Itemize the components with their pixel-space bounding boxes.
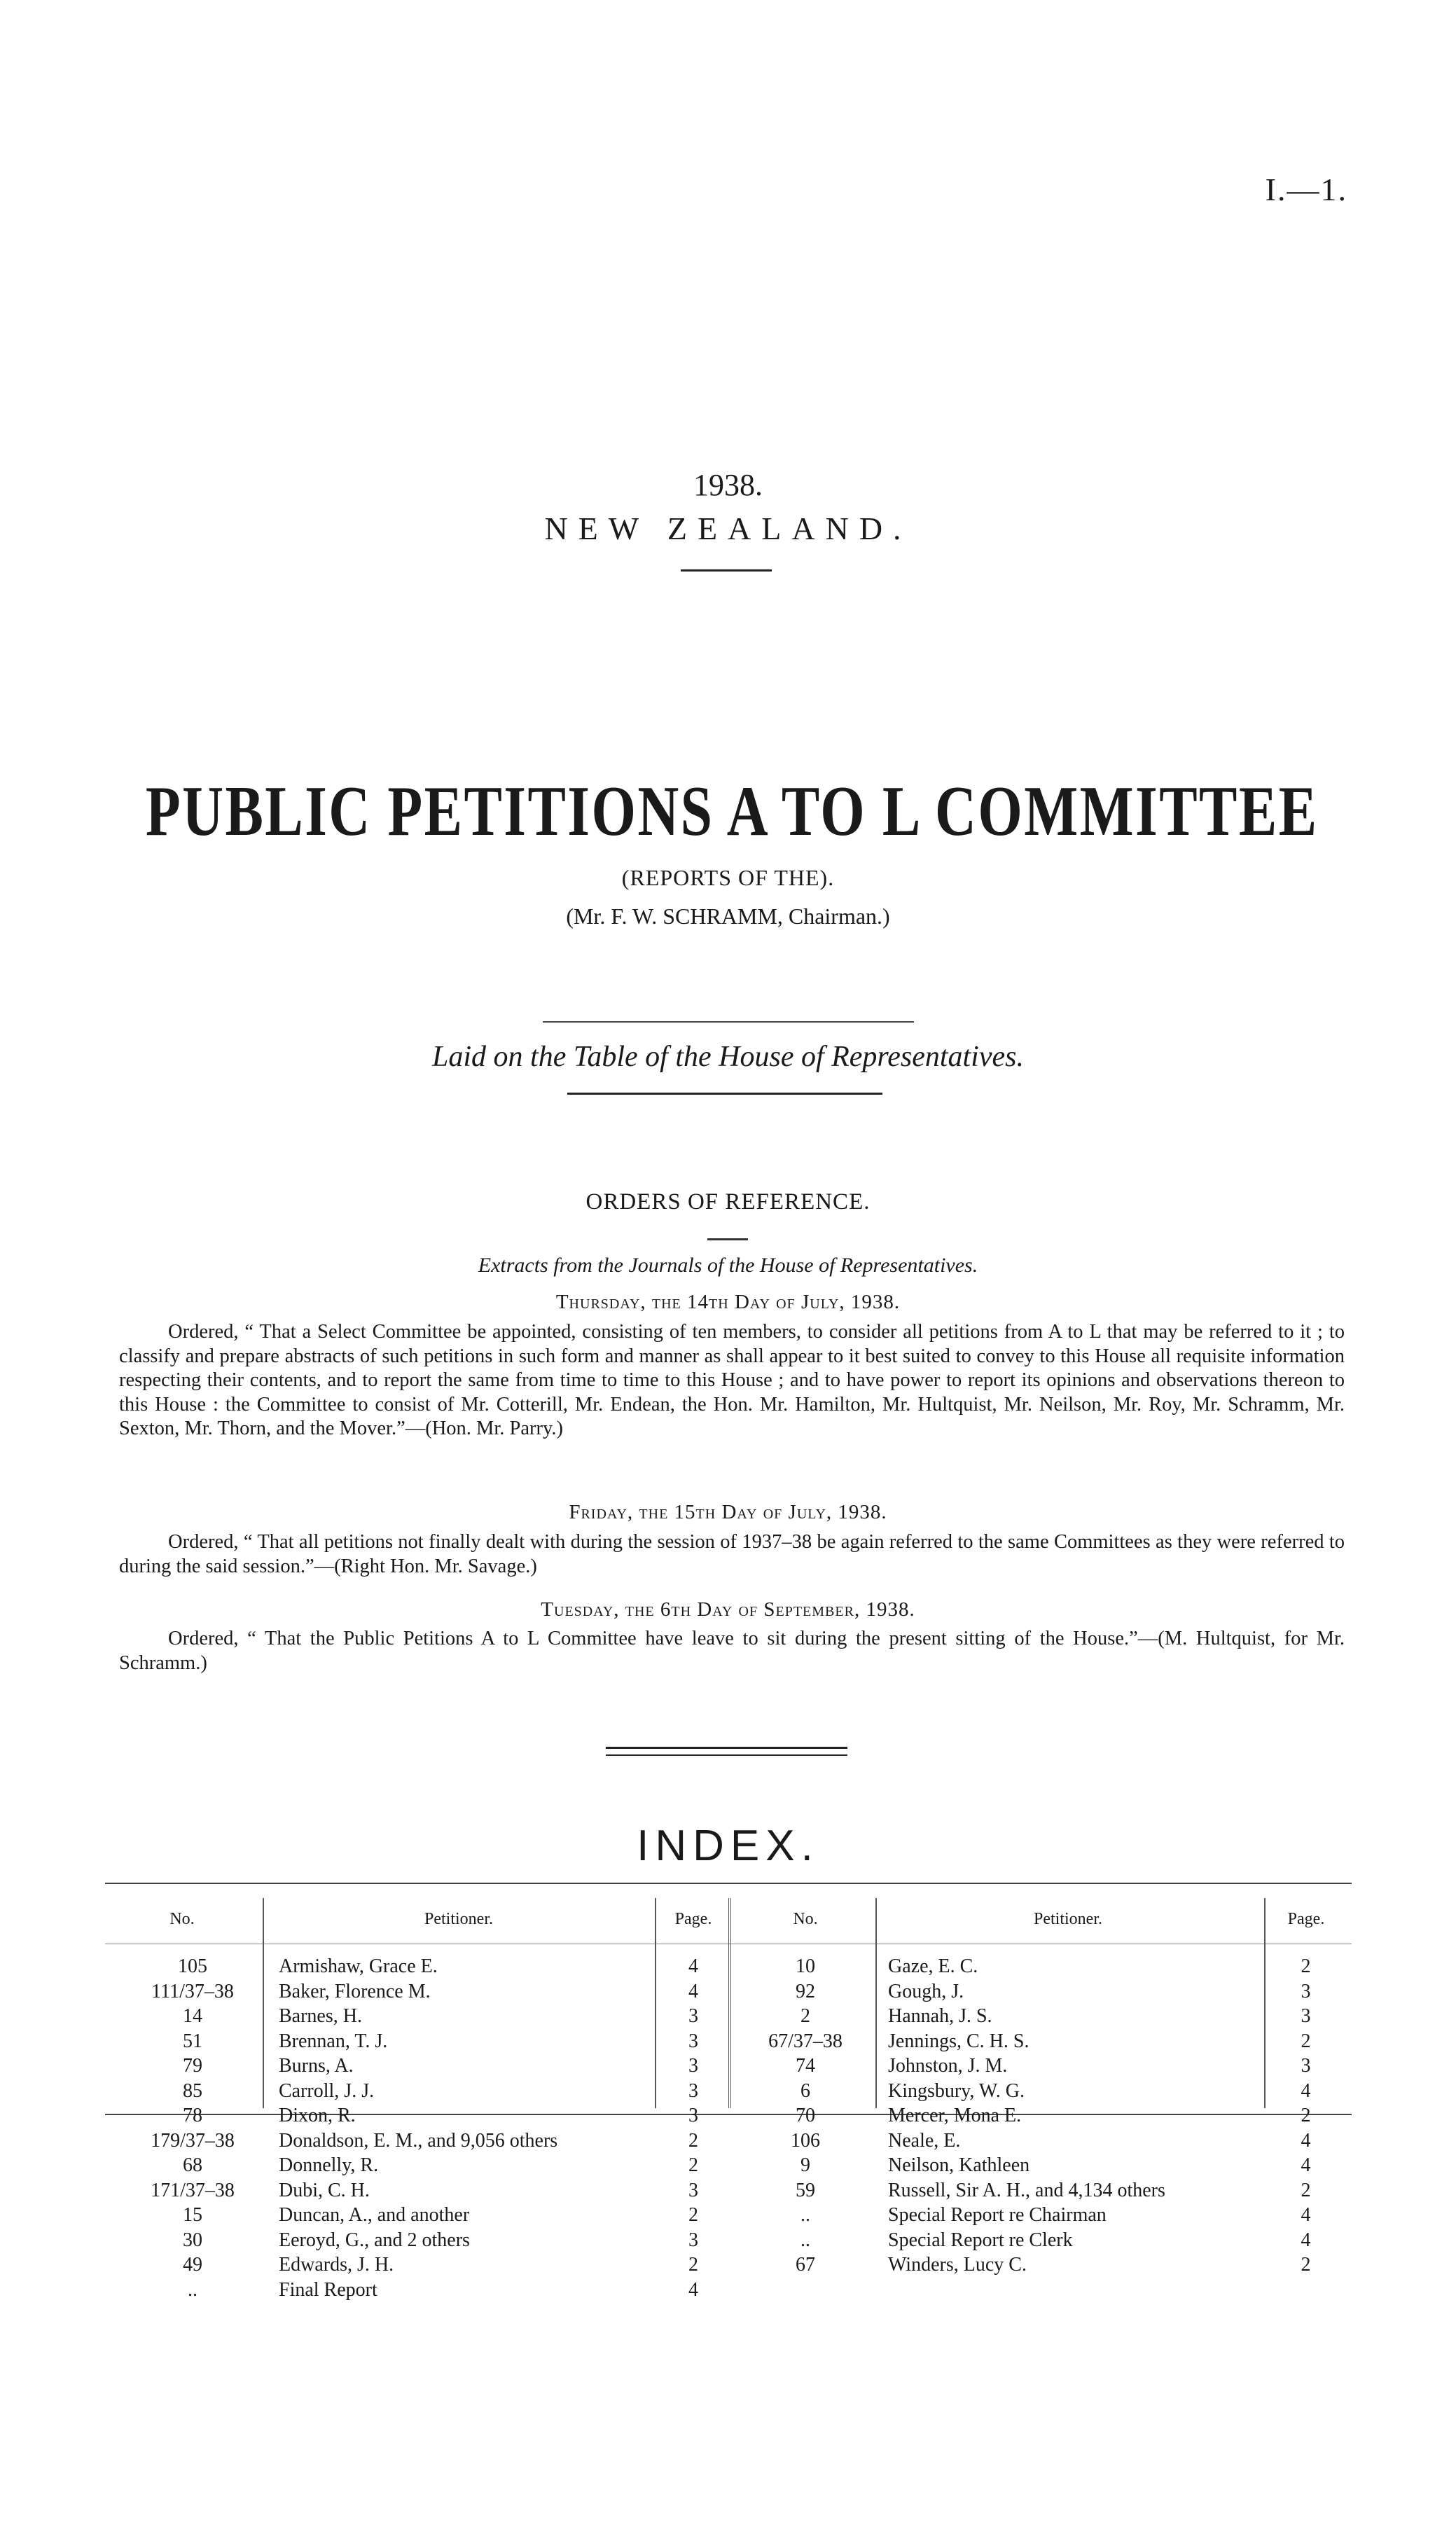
order-text: Ordered, “ That the Public Petitions A to L Committee have leave to sit during the present sitting of the House.”—(M. Hultquist, for Mr. Schramm.) (119, 1628, 1345, 1674)
petitioner-name: Neale, E. (888, 2129, 961, 2152)
column-rule (728, 1898, 731, 2108)
petitioner-name: Hannah, J. S. (888, 2005, 992, 2027)
divider (681, 569, 772, 572)
petition-number: 2 (800, 2005, 810, 2027)
petition-number: 14 (183, 2005, 202, 2027)
petitioner-name: Special Report re Chairman (888, 2204, 1107, 2226)
country-heading: NEW ZEALAND. (544, 511, 912, 546)
order-text: Ordered, “ That all petitions not finally dealt with during the session of 1937–38 be again referred to the same Committees as they were referred to during the said session.”—(Right Hon. Mr. Savage.) (119, 1531, 1345, 1577)
divider (543, 1021, 914, 1023)
petition-number: 30 (183, 2229, 202, 2251)
page-number-cell: 4 (1301, 2229, 1311, 2251)
divider (567, 1093, 882, 1095)
petitioner-name: Eeroyd, G., and 2 others (279, 2229, 470, 2251)
page-number-cell: 2 (688, 2204, 698, 2226)
petitioner-name: Mercer, Mona E. (888, 2105, 1022, 2126)
petitioner-name: Jennings, C. H. S. (888, 2030, 1029, 2052)
petitioner-name: Barnes, H. (279, 2005, 362, 2027)
page-number-cell: 3 (688, 2005, 698, 2027)
petition-number: 179/37–38 (151, 2129, 235, 2152)
page-number-cell: 2 (1301, 2105, 1311, 2126)
page-number-cell: 2 (688, 2129, 698, 2152)
petitioner-name: Neilson, Kathleen (888, 2154, 1030, 2176)
year: 1938. (693, 468, 763, 502)
header-no: No. (793, 1910, 818, 1928)
petition-number: 67/37–38 (768, 2030, 843, 2052)
page-number-cell: 4 (1301, 2154, 1311, 2176)
orders-heading: ORDERS OF REFERENCE. (585, 1189, 871, 1214)
page-number-cell: 4 (1301, 2204, 1311, 2226)
petitioner-name: Donnelly, R. (279, 2154, 379, 2176)
petitioner-name: Gaze, E. C. (888, 1955, 978, 1977)
petitioner-name: Edwards, J. H. (279, 2254, 394, 2276)
petitioner-name: Burns, A. (279, 2055, 354, 2077)
header-no: No. (169, 1910, 195, 1928)
petitioner-name: Dixon, R. (279, 2105, 356, 2126)
petition-number: .. (800, 2204, 810, 2226)
chairman-text: (Mr. F. W. SCHRAMM, Chairman.) (566, 903, 890, 929)
page-number-cell: 3 (688, 2079, 698, 2102)
page-number: I.—1. (1265, 172, 1347, 207)
petitioner-name: Donaldson, E. M., and 9,056 others (279, 2129, 558, 2152)
petitioner-name: Baker, Florence M. (279, 1980, 431, 2002)
column-rule (1264, 1898, 1266, 2108)
petition-number: 79 (183, 2055, 202, 2077)
page-number-cell: 3 (688, 2105, 698, 2126)
page-number-cell: 3 (688, 2030, 698, 2052)
petition-number: 6 (800, 2079, 810, 2102)
column-rule (655, 1898, 656, 2108)
order-text: Ordered, “ That a Select Committee be appointed, consisting of ten members, to consider all petitions from A to L that may be referred to it ; to classify and prepare abstracts of such petitions in such form and manner as shall appear to it best suited to convey to this House all requisite information respecting their contents, and to report the same from time to time to this House ; and to have power to report its opinions and observations thereon to this House : the Committee to consist of Mr. Cotterill, Mr. Endean, the Hon. Mr. Hamilton, Mr. Hultquist, Mr. Neilson, Mr. Roy, Mr. Schramm, Mr. Sexton, Mr. Thorn, and the Mover.”—(Hon. Mr. Parry.) (119, 1321, 1345, 1439)
page-number-cell: 2 (1301, 2254, 1311, 2276)
petition-number: 92 (796, 1980, 815, 2002)
page-number-cell: 3 (688, 2055, 698, 2077)
header-petitioner: Petitioner. (424, 1910, 493, 1928)
petition-number: 67 (796, 2254, 815, 2276)
page-number-cell: 3 (688, 2179, 698, 2201)
petition-number: 105 (178, 1955, 207, 1977)
petitioner-name: Winders, Lucy C. (888, 2254, 1027, 2276)
order-date: Tuesday, the 6th Day of September, 1938. (541, 1598, 915, 1621)
page-number-cell: 4 (688, 2278, 698, 2301)
laid-on-table-line: Laid on the Table of the House of Representatives. (432, 1041, 1024, 1073)
page-number-cell: 2 (1301, 2179, 1311, 2201)
header-petitioner: Petitioner. (1034, 1910, 1102, 1928)
petitioner-name: Johnston, J. M. (888, 2055, 1008, 2077)
petitioner-name: Gough, J. (888, 1980, 964, 2002)
order-date: Friday, the 15th Day of July, 1938. (569, 1501, 887, 1523)
divider (606, 1747, 847, 1749)
chairman-line (0, 903, 1456, 929)
column-rule (263, 1898, 264, 2108)
petition-number: 10 (796, 1955, 815, 1977)
petitioner-name: Brennan, T. J. (279, 2030, 388, 2052)
petition-number: .. (800, 2229, 810, 2251)
order-date: Thursday, the 14th Day of July, 1938. (555, 1291, 901, 1313)
petition-number: 85 (183, 2079, 202, 2102)
page-number-cell: 3 (1301, 2005, 1311, 2027)
page-number-cell: 4 (688, 1955, 698, 1977)
divider (606, 1754, 847, 1756)
petition-number: 51 (183, 2030, 202, 2052)
header-page: Page. (1287, 1910, 1325, 1928)
page-number-cell: 4 (1301, 2129, 1311, 2152)
petitioner-name: Duncan, A., and another (279, 2204, 470, 2226)
petition-number: 171/37–38 (151, 2179, 235, 2201)
page-number-cell: 3 (1301, 1980, 1311, 2002)
page-number-cell: 2 (1301, 2030, 1311, 2052)
document-title: PUBLIC PETITIONS A TO L COMMITTEE (145, 772, 1319, 851)
extracts-line: Extracts from the Journals of the House of Representatives. (478, 1254, 978, 1277)
column-rule (875, 1898, 877, 2108)
page-number-cell: 4 (1301, 2079, 1311, 2102)
page-number-cell: 3 (688, 2229, 698, 2251)
petition-number: .. (188, 2278, 197, 2301)
petitioner-name: Special Report re Clerk (888, 2229, 1073, 2251)
page-number-cell: 2 (688, 2154, 698, 2176)
petitioner-name: Dubi, C. H. (279, 2179, 370, 2201)
petition-number: 106 (791, 2129, 820, 2152)
index-title: INDEX. (637, 1822, 819, 1870)
petition-number: 111/37–38 (151, 1980, 234, 2002)
page-number-cell: 3 (1301, 2055, 1311, 2077)
table-rule (105, 1883, 1352, 1884)
petitioner-name: Final Report (279, 2278, 377, 2301)
petitioner-name: Kingsbury, W. G. (888, 2079, 1025, 2102)
petition-number: 74 (796, 2055, 815, 2077)
document-subtitle: (REPORTS OF THE). (621, 865, 835, 890)
petition-number: 78 (183, 2105, 202, 2126)
page-number-cell: 2 (688, 2254, 698, 2276)
petitioner-name: Armishaw, Grace E. (279, 1955, 438, 1977)
page-number-cell: 2 (1301, 1955, 1311, 1977)
petition-number: 70 (796, 2105, 815, 2126)
petitioner-name: Carroll, J. J. (279, 2079, 375, 2102)
header-page: Page. (674, 1910, 712, 1928)
petition-number: 68 (183, 2154, 202, 2176)
petition-number: 9 (800, 2154, 810, 2176)
petition-number: 15 (183, 2204, 202, 2226)
petitioner-name: Russell, Sir A. H., and 4,134 others (888, 2179, 1165, 2201)
petition-number: 59 (796, 2179, 815, 2201)
divider (707, 1238, 748, 1240)
page-number-cell: 4 (688, 1980, 698, 2002)
petition-number: 49 (183, 2254, 202, 2276)
